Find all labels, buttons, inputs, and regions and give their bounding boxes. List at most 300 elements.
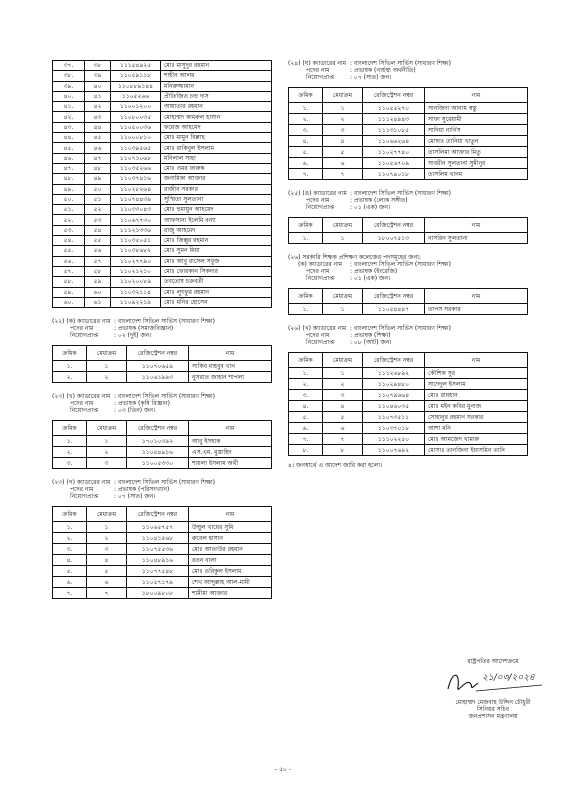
name-cell: সুস্মিতা সুলতানা bbox=[161, 194, 272, 204]
left-column bbox=[52, 60, 272, 599]
serial-cell: ৫০. bbox=[53, 194, 85, 204]
table-row bbox=[53, 122, 272, 132]
registration-cell: ১১১০২২৫০ bbox=[363, 434, 425, 445]
table-row bbox=[53, 163, 272, 173]
registration-cell: ১৭০১০৩৯২ bbox=[127, 436, 189, 447]
post-label: পদের নাম bbox=[70, 486, 94, 494]
serial-cell: ৪৮. bbox=[53, 174, 85, 184]
header-registration: রেজিস্ট্রেশন নম্বর bbox=[127, 346, 189, 361]
table-row bbox=[53, 458, 272, 469]
merit-cell: ৫৮ bbox=[85, 266, 111, 276]
name-cell: মোঃ সুমন মিয়া bbox=[161, 246, 272, 256]
table-row bbox=[289, 147, 528, 158]
serial-cell: ৫১. bbox=[53, 205, 85, 215]
registration-cell: ১১০৫৫২৭০ bbox=[363, 103, 425, 114]
merit-cell: ২ bbox=[323, 114, 363, 125]
header-registration: রেজিস্ট্রেশন নম্বর bbox=[363, 289, 425, 304]
count-label: নিয়োগপ্রাপ্ত bbox=[306, 74, 335, 81]
name-cell: মোঃ রাকিবুল ইসলাম bbox=[161, 143, 272, 153]
table-row bbox=[53, 361, 272, 372]
merit-cell: ১ bbox=[87, 522, 127, 533]
post-value: : প্রভাষক (কৃষি বিজ্ঞান) bbox=[114, 400, 170, 408]
merit-cell: ২ bbox=[87, 372, 127, 383]
table-row bbox=[289, 125, 528, 136]
serial-cell: ৫৫. bbox=[53, 246, 85, 256]
serial-cell: ৫৯. bbox=[53, 287, 85, 297]
serial-cell: ৪৩. bbox=[53, 122, 85, 132]
section-24 bbox=[288, 60, 528, 180]
cadre-value: : বাংলাদেশ সিভিল সার্ভিস (সাধারণ শিক্ষা) bbox=[350, 261, 452, 268]
registration-cell: ১১০৬১৯৯৩ bbox=[127, 372, 189, 383]
merit-cell: ৪ bbox=[323, 136, 363, 147]
table-row bbox=[53, 194, 272, 204]
serial-cell: ৫৩. bbox=[53, 225, 85, 235]
serial-cell: ২. bbox=[289, 379, 323, 390]
merit-cell: ৩ bbox=[87, 458, 127, 469]
name-cell: রতন বালা bbox=[189, 555, 272, 566]
registration-cell: ১১০৭৯০১৮ bbox=[363, 169, 425, 180]
signature-date: ২১/০৩/২০২৪ bbox=[482, 673, 535, 683]
header-registration: রেজিস্ট্রেশন নম্বর bbox=[127, 421, 189, 436]
merit-cell: ৭ bbox=[323, 434, 363, 445]
registration-cell: ১১০৩৫০৫১ bbox=[111, 236, 161, 246]
table-header-row bbox=[289, 289, 528, 304]
table-25 bbox=[288, 217, 528, 244]
serial-cell: ৭. bbox=[289, 434, 323, 445]
name-cell: তাপস সরকার bbox=[425, 304, 528, 315]
count-label: নিয়োগপ্রাপ্ত bbox=[306, 339, 335, 346]
serial-cell: ১. bbox=[53, 436, 87, 447]
header-name: নাম bbox=[189, 346, 272, 361]
table-row bbox=[53, 566, 272, 577]
name-cell: শামীমা আক্তার bbox=[189, 588, 272, 599]
serial-cell: ১. bbox=[289, 233, 323, 244]
table-row bbox=[289, 412, 528, 423]
merit-cell: ৬ bbox=[323, 158, 363, 169]
serial-cell: ৩. bbox=[53, 544, 87, 555]
serial-cell: ৩. bbox=[289, 390, 323, 401]
name-cell: মোঃ তরিকুল ইসলাম bbox=[189, 566, 272, 577]
name-cell: মোঃ জিল্লুর রহমান bbox=[161, 236, 272, 246]
table-row bbox=[289, 401, 528, 412]
header-merit: মেধাক্রম bbox=[87, 507, 127, 522]
merit-cell: ৫৩ bbox=[85, 215, 111, 225]
registration-cell: ১১০৩২১১৪ bbox=[111, 287, 161, 297]
table-row bbox=[53, 236, 272, 246]
table-row bbox=[53, 102, 272, 112]
table-row bbox=[53, 133, 272, 143]
table-row bbox=[53, 436, 272, 447]
merit-cell: ৪৫ bbox=[85, 133, 111, 143]
name-cell: সানজিদা আনাম স্বস্তু bbox=[425, 103, 528, 114]
order-line: রাষ্ট্রপতির আদেশক্রমে bbox=[467, 658, 519, 665]
registration-cell: ১১০০০৮১০ bbox=[111, 133, 161, 143]
registration-cell: ১১০৬৫৭৫৭ bbox=[127, 522, 189, 533]
ministry-name: জনপ্রশাসন মন্ত্রণালয় bbox=[468, 713, 518, 720]
header-merit: মেধাক্রম bbox=[323, 88, 363, 103]
merit-cell: ৫ bbox=[323, 412, 363, 423]
cadre-value: : বাংলাদেশ সিভিল সার্ভিস (সাধারণ শিক্ষা) bbox=[114, 393, 216, 401]
merit-cell: ১ bbox=[323, 368, 363, 379]
post-value: : প্রভাষক (লোক সঙ্গীত) bbox=[350, 197, 408, 204]
table-row bbox=[289, 114, 528, 125]
name-cell: মনিলাল সাহা bbox=[161, 153, 272, 163]
name-cell: মোঃ মনির হোসেন bbox=[161, 297, 272, 307]
name-cell: মোঃ আতাউর রহমান bbox=[189, 544, 272, 555]
registration-cell: ১১০৫২৬৬ bbox=[111, 91, 161, 101]
name-cell: মোছাঃ তানিয়া খাতুন bbox=[425, 136, 528, 147]
serial-cell: ৫৭. bbox=[53, 266, 85, 276]
header-serial: ক্রমিক bbox=[53, 421, 87, 436]
merit-cell: ৪ bbox=[87, 555, 127, 566]
merit-cell: ৪ bbox=[323, 401, 363, 412]
signature bbox=[438, 665, 548, 699]
registration-cell: ১১০৫৪৪৪৭ bbox=[363, 304, 425, 315]
table-row bbox=[53, 112, 272, 122]
header-registration: রেজিস্ট্রেশন নম্বর bbox=[363, 353, 425, 368]
registration-cell: ১১০৭৫৫৩৬ bbox=[127, 544, 189, 555]
registration-cell: ১১০২৭৭৪০ bbox=[363, 147, 425, 158]
registration-cell: ১১১৫৪৯২৫ bbox=[111, 61, 161, 71]
merit-cell: ৪৬ bbox=[85, 143, 111, 153]
name-cell: মোঃ ওমর ফারুক bbox=[161, 163, 272, 173]
name-cell: রুবেল হাসান bbox=[189, 533, 272, 544]
serial-cell: ৫৮. bbox=[53, 277, 85, 287]
merit-cell: ৭ bbox=[323, 169, 363, 180]
header-registration: রেজিস্ট্রেশন নম্বর bbox=[127, 507, 189, 522]
registration-cell: ১১০৩৮৬৮২ bbox=[111, 246, 161, 256]
table-23b bbox=[52, 420, 272, 469]
table-row bbox=[289, 233, 528, 244]
registration-cell: ১১০৪১৫৬৮ bbox=[127, 533, 189, 544]
registration-cell: ১১০৩৩০৪৩ bbox=[111, 205, 161, 215]
header-name: নাম bbox=[189, 507, 272, 522]
serial-cell: ৪৭. bbox=[53, 163, 85, 173]
registration-cell: ১১০৮৮৯১৪৪ bbox=[111, 81, 161, 91]
table-row bbox=[53, 372, 272, 383]
merit-cell: ৫০ bbox=[85, 184, 111, 194]
merit-cell: ২ bbox=[87, 447, 127, 458]
registration-cell: ১১০৭৪৪৩৯ bbox=[111, 194, 161, 204]
name-cell: সাকিব মাহবুব খান bbox=[189, 361, 272, 372]
table-row bbox=[289, 445, 528, 456]
table-row bbox=[53, 81, 272, 91]
registration-cell: ১১০২৯৪৮০ bbox=[363, 379, 425, 390]
name-cell: ফয়েজ আহমেদ bbox=[161, 122, 272, 132]
header-merit: মেধাক্রম bbox=[87, 346, 127, 361]
table-header-row bbox=[53, 507, 272, 522]
post-value: : প্রভাষক (সমাজবিজ্ঞান) bbox=[114, 325, 174, 333]
merit-cell: ৩৮ bbox=[85, 61, 111, 71]
section-23c bbox=[52, 479, 272, 599]
table-header-row bbox=[53, 346, 272, 361]
serial-cell: ৪০. bbox=[53, 91, 85, 101]
merit-cell: ১ bbox=[87, 436, 127, 447]
cadre-label: (২৩) (গ) ক্যাডারের নাম bbox=[52, 479, 111, 487]
serial-cell: ২. bbox=[289, 114, 323, 125]
merit-cell: ১ bbox=[323, 233, 363, 244]
name-cell: আফসানা ইলেমি বন্যা bbox=[161, 215, 272, 225]
cadre-label: (২৬) (খ) ক্যাডারের নাম bbox=[288, 325, 347, 332]
cadre-label: (২৪) (ঘ) ক্যাডারের নাম bbox=[288, 60, 347, 67]
table-row bbox=[53, 447, 272, 458]
merit-cell: ৫২ bbox=[85, 205, 111, 215]
cadre-value: : বাংলাদেশ সিভিল সার্ভিস (সাধারণ শিক্ষা) bbox=[114, 479, 216, 487]
serial-cell: ১. bbox=[289, 103, 323, 114]
merit-cell: ১ bbox=[323, 103, 363, 114]
registration-cell: ১১১২৪৯৪৩ bbox=[363, 114, 425, 125]
table-row bbox=[53, 256, 272, 266]
name-cell: মোঃ আবু রাসেল সবুজ bbox=[161, 256, 272, 266]
header-merit: মেধাক্রম bbox=[323, 289, 363, 304]
name-cell: নুসরাত জাহান শাপলা bbox=[189, 372, 272, 383]
registration-cell: ১১১৩১০৮৫ bbox=[363, 125, 425, 136]
name-cell: মোহাম্মদ কামরুল হাসান bbox=[161, 112, 272, 122]
registration-cell: ১১০৫৯১১৮ bbox=[111, 71, 161, 81]
merit-cell: ৫৪ bbox=[85, 225, 111, 235]
table-row bbox=[289, 390, 528, 401]
post-value: : প্রভাষক (গার্হস্থ্য অর্থনীতি) bbox=[350, 67, 416, 74]
merit-cell: ৬ bbox=[87, 577, 127, 588]
table-row bbox=[53, 277, 272, 287]
merit-cell: ৪২ bbox=[85, 102, 111, 112]
count-value: : ০৭ (সাত) জন। bbox=[350, 74, 392, 81]
table-header-row bbox=[53, 421, 272, 436]
merit-cell: ৫৭ bbox=[85, 256, 111, 266]
registration-cell: ১৮০০৯৮০৮ bbox=[127, 588, 189, 599]
table-row bbox=[53, 71, 272, 81]
cadre-value: : বাংলাদেশ সিভিল সার্ভিস (সাধারণ শিক্ষা) bbox=[350, 60, 452, 67]
cadre-value: : বাংলাদেশ সিভিল সার্ভিস (সাধারণ শিক্ষা) bbox=[350, 190, 452, 197]
serial-cell: ৬. bbox=[289, 158, 323, 169]
name-cell: উম্মুল খায়ের সুমি bbox=[189, 522, 272, 533]
name-cell: মোঃ মাসুদুর রহমান bbox=[161, 61, 272, 71]
post-value: : প্রভাষক (শিক্ষা) bbox=[350, 332, 391, 339]
closing-note: ৪। জনস্বার্থে এ আদেশ জারি করা হলো। bbox=[288, 462, 383, 469]
serial-cell: ৪. bbox=[289, 401, 323, 412]
registration-cell: ১১০৫৬৭০৯ bbox=[363, 158, 425, 169]
table-row bbox=[53, 225, 272, 235]
registration-cell: ১১০২৮২৬৪ bbox=[111, 184, 161, 194]
table-header-row bbox=[289, 88, 528, 103]
serial-cell: ৩. bbox=[289, 125, 323, 136]
name-cell: মনিরুজ্জামান bbox=[161, 81, 272, 91]
name-cell: সাবরীন সুলতানা সুমীনুর bbox=[425, 158, 528, 169]
table-header-row bbox=[289, 218, 528, 233]
table-row bbox=[289, 379, 528, 390]
name-cell: সাদেদুল ইসলাম bbox=[425, 379, 528, 390]
table-22 bbox=[52, 345, 272, 383]
registration-cell: ১১০৭০৬৫৯ bbox=[127, 361, 189, 372]
registration-cell: ১১০৪৬০৩৫ bbox=[363, 401, 425, 412]
table-row bbox=[53, 522, 272, 533]
table-row bbox=[53, 205, 272, 215]
serial-cell: ৬০. bbox=[53, 297, 85, 307]
registration-cell: ১১০৮০০৩৫ bbox=[111, 112, 161, 122]
post-label: পদের নাম bbox=[306, 268, 330, 275]
registration-cell: ১১০৪৮৯১৬ bbox=[127, 555, 189, 566]
name-cell: আয়াতার রহমান bbox=[161, 102, 272, 112]
merit-cell: ৫৫ bbox=[85, 236, 111, 246]
table-row bbox=[289, 158, 528, 169]
registration-cell: ১১০৫৭১৭৯ bbox=[127, 577, 189, 588]
name-cell: জনামিকা আক্তার bbox=[161, 174, 272, 184]
header-merit: মেধাক্রম bbox=[87, 421, 127, 436]
count-label: নিয়োগপ্রাপ্ত bbox=[306, 204, 335, 211]
registration-cell: ১১০৭১০৬৮ bbox=[111, 153, 161, 163]
name-cell: শায়লা ইসলাম অর্থী bbox=[189, 458, 272, 469]
table-row bbox=[53, 555, 272, 566]
header-merit: মেধাক্রম bbox=[323, 218, 363, 233]
signatory-designation: সিনিয়র সচিব bbox=[477, 706, 509, 713]
section-22 bbox=[52, 318, 272, 383]
name-cell: রাজু আহমেদ bbox=[161, 225, 272, 235]
table-row bbox=[289, 423, 528, 434]
right-column bbox=[288, 60, 528, 469]
name-cell: মোঃ লুৎফুর রহমান bbox=[161, 287, 272, 297]
table-row bbox=[53, 61, 272, 71]
name-cell: আশা মনি bbox=[425, 423, 528, 434]
serial-cell: ৭. bbox=[289, 169, 323, 180]
serial-cell: ১. bbox=[53, 361, 87, 372]
registration-cell: ১১০২০০৮৯ bbox=[111, 277, 161, 287]
table-row bbox=[53, 153, 272, 163]
signatory-name: মোহাম্মদ মেজবাহ উদ্দিন চৌধুরী bbox=[455, 699, 531, 706]
merit-cell: ৪৮ bbox=[85, 163, 111, 173]
post-label: পদের নাম bbox=[70, 400, 94, 408]
table-row bbox=[289, 136, 528, 147]
header-serial: ক্রমিক bbox=[289, 353, 323, 368]
signature-block bbox=[438, 658, 548, 720]
merit-cell: ৬০ bbox=[85, 287, 111, 297]
name-cell: মোঃ রায়হান bbox=[425, 390, 528, 401]
merit-cell: ৫৯ bbox=[85, 277, 111, 287]
header-serial: ক্রমিক bbox=[289, 218, 323, 233]
cadre-value: : বাংলাদেশ সিভিল সার্ভিস (সাধারণ শিক্ষা) bbox=[114, 318, 216, 326]
merit-cell: ৩ bbox=[323, 390, 363, 401]
merit-cell: ৩৯ bbox=[85, 71, 111, 81]
registration-cell: ১১০৭৯৬৬৪ bbox=[363, 390, 425, 401]
merit-cell: ৫৬ bbox=[85, 246, 111, 256]
count-value: : ০৮ (আট) জন। bbox=[350, 339, 392, 346]
merit-cell: ৪৩ bbox=[85, 112, 111, 122]
serial-cell: ১. bbox=[289, 304, 323, 315]
table-row bbox=[53, 184, 272, 194]
count-value: : ০১ (এক) জন। bbox=[350, 204, 391, 211]
serial-cell: ৪৬. bbox=[53, 153, 85, 163]
registration-cell: ১১০০৫৩৩০ bbox=[127, 458, 189, 469]
name-cell: শাহীন আলম bbox=[161, 71, 272, 81]
serial-cell: ৪. bbox=[289, 136, 323, 147]
table-row bbox=[53, 588, 272, 599]
name-cell: মোসাঃ তানজিনা ইয়াসমিন তানি bbox=[425, 445, 528, 456]
serial-cell: ২. bbox=[53, 447, 87, 458]
table-row bbox=[289, 103, 528, 114]
registration-cell: ১১১২৬৮৯২ bbox=[363, 368, 425, 379]
registration-cell: ১১০৫৪৯১৬ bbox=[127, 447, 189, 458]
post-value: : প্রভাষক (পরিসংখ্যান) bbox=[114, 486, 170, 494]
merit-cell: ৪০ bbox=[85, 81, 111, 91]
table-row bbox=[53, 215, 272, 225]
merit-cell: ৪৭ bbox=[85, 153, 111, 163]
table-row bbox=[53, 297, 272, 307]
name-cell: তাসলিমা আক্তার মিতু bbox=[425, 147, 528, 158]
count-value: : ০২ (দুই) জন। bbox=[114, 332, 152, 340]
registration-cell: ১১০৩৫২৬৬ bbox=[111, 163, 161, 173]
page-number: - ৫০ - bbox=[275, 766, 291, 773]
merit-cell: ৬ bbox=[323, 423, 363, 434]
candidate-table-continued bbox=[52, 60, 272, 308]
cadre-label: (২৫) (ঙ) ক্যাডারের নাম bbox=[288, 190, 347, 197]
merit-cell: ৫ bbox=[87, 566, 127, 577]
registration-cell: ১১০২১২১০ bbox=[111, 266, 161, 276]
merit-cell: ৮ bbox=[323, 445, 363, 456]
name-cell: কৌশিক সুর bbox=[425, 368, 528, 379]
table-26b bbox=[288, 352, 528, 456]
header-serial: ক্রমিক bbox=[289, 289, 323, 304]
table-row bbox=[53, 91, 272, 101]
serial-cell: ৫২. bbox=[53, 215, 85, 225]
serial-cell: ৬. bbox=[289, 423, 323, 434]
registration-cell: ১১০২৭৭৯০ bbox=[111, 256, 161, 266]
merit-cell: ৪১ bbox=[85, 91, 111, 101]
serial-cell: ২. bbox=[53, 372, 87, 383]
merit-cell: ১ bbox=[87, 361, 127, 372]
serial-cell: ৪৯. bbox=[53, 184, 85, 194]
name-cell: এস.এম. মুস্তাহিদ bbox=[189, 447, 272, 458]
table-row bbox=[289, 434, 528, 445]
merit-cell: ২ bbox=[323, 379, 363, 390]
merit-cell: ৭ bbox=[87, 588, 127, 599]
table-row bbox=[289, 169, 528, 180]
serial-cell: ৫৪. bbox=[53, 236, 85, 246]
header-serial: ক্রমিক bbox=[289, 88, 323, 103]
registration-cell: ১৮০০৭৫১৩ bbox=[363, 233, 425, 244]
serial-cell: ৪৫. bbox=[53, 143, 85, 153]
serial-cell: ৩. bbox=[53, 458, 87, 469]
header-name: নাম bbox=[425, 88, 528, 103]
count-label: নিয়োগপ্রাপ্ত bbox=[70, 332, 99, 340]
header-merit: মেধাক্রম bbox=[323, 353, 363, 368]
name-cell: প্রীতিজিত চন্দ্র দাস bbox=[161, 91, 272, 101]
registration-cell: ১১০০৭৬৪২ bbox=[363, 445, 425, 456]
name-cell: মোঃ মামুন বিল্লাহ bbox=[161, 133, 272, 143]
count-label: নিয়োগপ্রাপ্ত bbox=[306, 275, 335, 282]
serial-cell: ৩৮. bbox=[53, 71, 85, 81]
serial-cell: ৫. bbox=[289, 147, 323, 158]
table-row bbox=[53, 266, 272, 276]
registration-cell: ১১১২১৩৩৬ bbox=[111, 225, 161, 235]
serial-cell: ৩৯. bbox=[53, 81, 85, 91]
serial-cell: ৪. bbox=[53, 555, 87, 566]
table-row bbox=[53, 533, 272, 544]
header-name: নাম bbox=[425, 289, 528, 304]
registration-cell: ১১০৩৯৫৬৫ bbox=[111, 143, 161, 153]
registration-cell: ১১০৬৬২৬৪ bbox=[363, 136, 425, 147]
header-name: নাম bbox=[189, 421, 272, 436]
merit-cell: ৩ bbox=[323, 125, 363, 136]
serial-cell: ৪২. bbox=[53, 112, 85, 122]
name-cell: নাসরিন সুলতানা bbox=[425, 233, 528, 244]
name-cell: সাফা সুরেয়ামী bbox=[425, 114, 528, 125]
table-row bbox=[53, 577, 272, 588]
merit-cell: ৫১ bbox=[85, 194, 111, 204]
cadre-label: (২২) (ক) ক্যাডারের নাম bbox=[52, 318, 111, 326]
post-label: পদের নাম bbox=[306, 197, 330, 204]
registration-cell: ১১০৩৭৪১৬ bbox=[111, 174, 161, 184]
post-label: পদের নাম bbox=[70, 325, 94, 333]
merit-cell: ১ bbox=[323, 304, 363, 315]
